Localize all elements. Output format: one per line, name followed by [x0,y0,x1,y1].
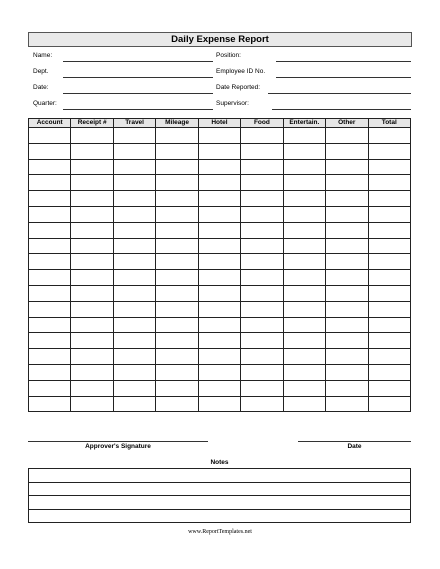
table-header-row [29,119,411,128]
table-cell[interactable] [326,301,368,317]
table-cell[interactable] [156,301,198,317]
table-cell[interactable] [283,238,325,254]
table-cell[interactable] [368,128,411,144]
position-field[interactable] [216,52,411,62]
table-row [29,175,411,191]
table-cell[interactable] [241,380,283,396]
table-cell[interactable] [198,159,240,175]
table-cell[interactable] [71,349,113,365]
approver-signature-label: Approver's Signature [85,443,151,450]
table-cell[interactable] [241,143,283,159]
date-reported-line [268,93,411,94]
table-cell[interactable] [113,222,155,238]
table-cell[interactable] [29,301,71,317]
table-cell[interactable] [241,222,283,238]
table-cell[interactable] [71,206,113,222]
supervisor-field[interactable] [216,100,411,110]
table-cell[interactable] [29,396,71,412]
table-cell[interactable] [29,349,71,365]
dept-field[interactable] [33,68,213,78]
table-cell[interactable] [71,317,113,333]
table-cell[interactable] [326,317,368,333]
table-cell[interactable] [29,175,71,191]
table-cell[interactable] [368,175,411,191]
table-cell[interactable] [113,254,155,270]
table-cell[interactable] [113,191,155,207]
date-field[interactable] [33,84,213,94]
table-cell[interactable] [113,301,155,317]
table-cell[interactable] [198,206,240,222]
table-cell[interactable] [198,396,240,412]
table-cell[interactable] [326,364,368,380]
name-label: Name: [33,52,53,59]
table-cell[interactable] [283,175,325,191]
table-cell[interactable] [71,270,113,286]
table-row [29,270,411,286]
table-cell[interactable] [326,238,368,254]
table-cell[interactable] [156,396,198,412]
position-label: Position: [216,52,241,59]
table-cell[interactable] [326,285,368,301]
table-cell[interactable] [326,191,368,207]
notes-row[interactable] [29,496,410,510]
table-cell[interactable] [71,159,113,175]
table-cell[interactable] [71,191,113,207]
table-cell[interactable] [283,285,325,301]
table-cell[interactable] [241,349,283,365]
table-cell[interactable] [326,143,368,159]
table-cell[interactable] [113,396,155,412]
table-cell[interactable] [283,349,325,365]
table-cell[interactable] [156,380,198,396]
table-cell[interactable] [71,396,113,412]
table-cell[interactable] [71,301,113,317]
table-cell[interactable] [368,206,411,222]
notes-row[interactable] [29,469,410,483]
table-cell[interactable] [156,270,198,286]
table-cell[interactable] [156,238,198,254]
table-cell[interactable] [156,333,198,349]
table-cell[interactable] [241,175,283,191]
table-cell[interactable] [368,317,411,333]
table-cell[interactable] [368,349,411,365]
table-cell[interactable] [198,333,240,349]
table-cell[interactable] [326,254,368,270]
table-cell[interactable] [368,285,411,301]
table-cell[interactable] [283,364,325,380]
table-cell[interactable] [326,333,368,349]
quarter-field[interactable] [33,100,213,110]
table-cell[interactable] [198,238,240,254]
table-cell[interactable] [198,128,240,144]
table-cell[interactable] [113,270,155,286]
name-line [63,61,213,62]
header-entertain: Entertain. [283,119,325,128]
table-row [29,128,411,144]
table-cell[interactable] [71,128,113,144]
table-cell[interactable] [29,380,71,396]
table-cell[interactable] [368,301,411,317]
approver-signature-line[interactable] [28,441,208,442]
dept-line [63,77,213,78]
expense-table [28,118,411,412]
table-cell[interactable] [156,206,198,222]
table-cell[interactable] [198,380,240,396]
table-row [29,285,411,301]
table-cell[interactable] [113,380,155,396]
table-cell[interactable] [368,159,411,175]
table-cell[interactable] [283,159,325,175]
employee-id-label: Employee ID No. [216,68,266,75]
table-cell[interactable] [283,254,325,270]
dept-label: Dept. [33,68,49,75]
table-cell[interactable] [29,285,71,301]
name-field[interactable] [33,52,213,62]
header-account: Account [29,119,71,128]
table-cell[interactable] [71,175,113,191]
table-cell[interactable] [113,349,155,365]
table-cell[interactable] [241,285,283,301]
notes-box[interactable] [28,468,411,523]
table-cell[interactable] [29,143,71,159]
table-cell[interactable] [113,317,155,333]
position-line [276,61,411,62]
table-cell[interactable] [368,380,411,396]
table-cell[interactable] [198,270,240,286]
table-cell[interactable] [368,191,411,207]
table-cell[interactable] [241,159,283,175]
table-cell[interactable] [71,238,113,254]
table-cell[interactable] [156,191,198,207]
table-cell[interactable] [113,364,155,380]
table-cell[interactable] [113,143,155,159]
table-cell[interactable] [29,206,71,222]
table-cell[interactable] [113,238,155,254]
date-reported-label: Date Reported: [216,84,261,91]
header-food: Food [241,119,283,128]
table-row [29,380,411,396]
supervisor-label: Supervisor: [216,100,249,107]
table-cell[interactable] [241,270,283,286]
table-cell[interactable] [29,364,71,380]
table-cell[interactable] [156,175,198,191]
table-cell[interactable] [241,254,283,270]
table-cell[interactable] [241,301,283,317]
table-cell[interactable] [326,270,368,286]
table-cell[interactable] [198,285,240,301]
table-cell[interactable] [156,159,198,175]
table-cell[interactable] [198,191,240,207]
table-cell[interactable] [283,333,325,349]
table-cell[interactable] [198,175,240,191]
table-row [29,143,411,159]
table-cell[interactable] [156,254,198,270]
table-cell[interactable] [326,396,368,412]
table-row [29,301,411,317]
table-cell[interactable] [71,364,113,380]
table-cell[interactable] [113,333,155,349]
table-cell[interactable] [156,349,198,365]
table-cell[interactable] [198,349,240,365]
table-cell[interactable] [326,128,368,144]
report-title: Daily Expense Report [28,32,412,47]
table-cell[interactable] [29,333,71,349]
table-row [29,222,411,238]
table-cell[interactable] [326,349,368,365]
table-cell[interactable] [283,191,325,207]
table-cell[interactable] [283,270,325,286]
table-cell[interactable] [368,143,411,159]
table-cell[interactable] [241,396,283,412]
table-row [29,364,411,380]
table-cell[interactable] [368,238,411,254]
table-cell[interactable] [113,206,155,222]
table-cell[interactable] [241,317,283,333]
table-cell[interactable] [368,364,411,380]
signature-date-line[interactable] [298,441,411,442]
table-cell[interactable] [156,317,198,333]
table-cell[interactable] [71,254,113,270]
table-cell[interactable] [71,333,113,349]
table-cell[interactable] [283,206,325,222]
signature-date-label: Date [347,443,362,450]
table-cell[interactable] [368,222,411,238]
table-cell[interactable] [29,254,71,270]
table-cell[interactable] [326,380,368,396]
table-cell[interactable] [198,143,240,159]
table-cell[interactable] [71,285,113,301]
table-cell[interactable] [283,317,325,333]
table-cell[interactable] [156,128,198,144]
table-cell[interactable] [198,317,240,333]
table-cell[interactable] [368,333,411,349]
table-cell[interactable] [113,128,155,144]
table-cell[interactable] [71,380,113,396]
table-cell[interactable] [241,364,283,380]
table-cell[interactable] [241,191,283,207]
table-cell[interactable] [326,175,368,191]
table-cell[interactable] [29,222,71,238]
table-cell[interactable] [283,301,325,317]
table-cell[interactable] [198,364,240,380]
footer-url: www.ReportTemplates.net [188,529,252,535]
table-cell[interactable] [241,333,283,349]
table-cell[interactable] [241,128,283,144]
table-cell[interactable] [29,317,71,333]
table-row [29,396,411,412]
table-cell[interactable] [156,222,198,238]
table-cell[interactable] [198,301,240,317]
table-row [29,333,411,349]
header-travel: Travel [113,119,155,128]
table-cell[interactable] [326,222,368,238]
table-cell[interactable] [29,270,71,286]
header-receipt: Receipt # [71,119,113,128]
table-cell[interactable] [283,143,325,159]
table-cell[interactable] [241,238,283,254]
quarter-line [63,109,213,110]
header-other: Other [326,119,368,128]
table-cell[interactable] [71,143,113,159]
table-row [29,206,411,222]
table-cell[interactable] [368,254,411,270]
table-cell[interactable] [71,222,113,238]
table-row [29,254,411,270]
quarter-label: Quarter: [33,100,57,107]
table-cell[interactable] [29,128,71,144]
date-line [63,93,213,94]
notes-row[interactable] [29,483,410,497]
header-mileage: Mileage [156,119,198,128]
table-cell[interactable] [29,238,71,254]
table-cell[interactable] [156,364,198,380]
table-cell[interactable] [156,285,198,301]
header-total: Total [368,119,411,128]
table-cell[interactable] [283,380,325,396]
employee-id-field[interactable] [216,68,411,78]
notes-row[interactable] [29,510,410,523]
table-cell[interactable] [368,396,411,412]
table-cell[interactable] [198,222,240,238]
table-cell[interactable] [113,159,155,175]
supervisor-line [272,109,411,110]
table-cell[interactable] [283,128,325,144]
table-cell[interactable] [198,254,240,270]
table-cell[interactable] [113,175,155,191]
table-cell[interactable] [326,159,368,175]
table-row [29,349,411,365]
date-reported-field[interactable] [216,84,411,94]
table-cell[interactable] [29,159,71,175]
employee-id-line [276,77,411,78]
table-cell[interactable] [113,285,155,301]
table-cell[interactable] [29,191,71,207]
table-row [29,191,411,207]
header-hotel: Hotel [198,119,240,128]
date-label: Date: [33,84,49,91]
table-row [29,159,411,175]
notes-title: Notes [210,459,229,466]
table-row [29,317,411,333]
table-cell[interactable] [241,206,283,222]
table-cell[interactable] [156,143,198,159]
table-cell[interactable] [326,206,368,222]
table-cell[interactable] [368,270,411,286]
table-row [29,238,411,254]
table-cell[interactable] [283,222,325,238]
table-cell[interactable] [283,396,325,412]
